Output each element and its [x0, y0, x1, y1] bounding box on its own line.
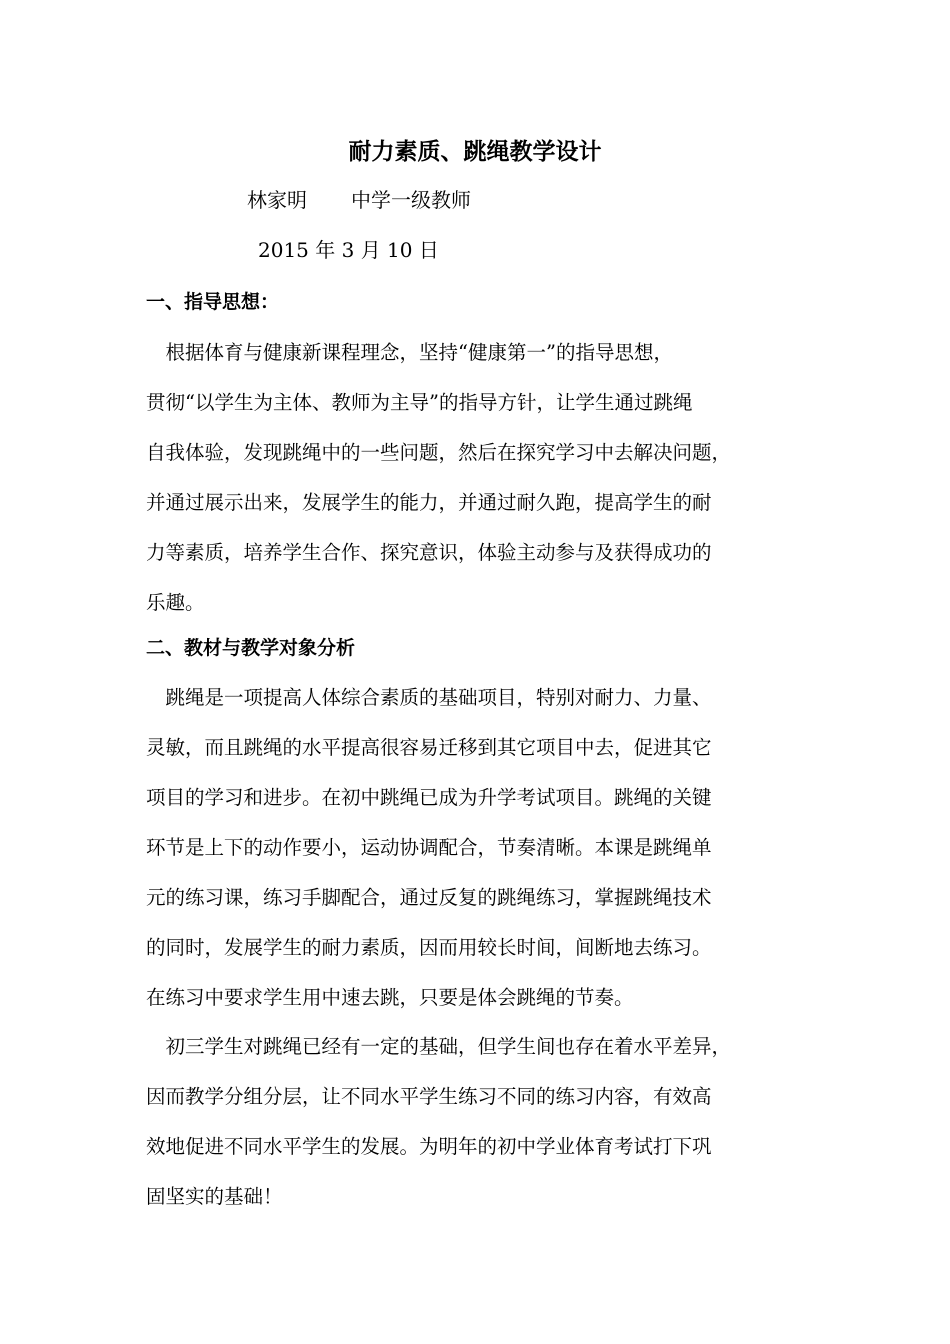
paragraph-line: 的同时，发展学生的耐力素质，因而用较长时间，间断地去练习。 — [146, 936, 712, 959]
paragraph-line: 根据体育与健康新课程理念，坚持“健康第一”的指导思想， — [146, 341, 673, 364]
paragraph-line: 项目的学习和进步。在初中跳绳已成为升学考试项目。跳绳的关键 — [146, 786, 712, 809]
paragraph-line: 固坚实的基础！ — [146, 1185, 283, 1208]
paragraph-material-analysis — [146, 673, 826, 1023]
author-title: 中学一级教师 — [351, 188, 471, 212]
document-date: 2015 年 3 月 10 日 — [258, 238, 439, 262]
paragraph-line: 环节是上下的动作要小，运动协调配合，节奏清晰。本课是跳绳单 — [146, 836, 712, 859]
author-line — [247, 182, 471, 218]
paragraph-line: 力等素质，培养学生合作、探究意识，体验主动参与及获得成功的 — [146, 541, 712, 564]
section-heading-material-analysis: 二、教材与教学对象分析 — [146, 637, 356, 659]
paragraph-line: 效地促进不同水平学生的发展。为明年的初中学业体育考试打下巩 — [146, 1135, 712, 1158]
paragraph-line: 自我体验，发现跳绳中的一些问题，然后在探究学习中去解决问题， — [146, 441, 732, 464]
paragraph-line: 贯彻“以学生为主体、教师为主导”的指导方针，让学生通过跳绳 — [146, 391, 693, 414]
paragraph-line: 因而教学分组分层，让不同水平学生练习不同的练习内容，有效高 — [146, 1085, 712, 1108]
paragraph-line: 初三学生对跳绳已经有一定的基础，但学生间也存在着水平差异， — [146, 1035, 732, 1058]
paragraph-line: 元的练习课，练习手脚配合，通过反复的跳绳练习，掌握跳绳技术 — [146, 886, 712, 909]
paragraph-line: 灵敏，而且跳绳的水平提高很容易迁移到其它项目中去，促进其它 — [146, 736, 712, 759]
section-heading-guiding-ideology: 一、指导思想： — [146, 291, 280, 313]
paragraph-line: 跳绳是一项提高人体综合素质的基础项目，特别对耐力、力量、 — [146, 686, 712, 709]
paragraph-guiding-ideology — [146, 328, 826, 628]
paragraph-line: 乐趣。 — [146, 591, 205, 614]
paragraph-line: 并通过展示出来，发展学生的能力，并通过耐久跑，提高学生的耐 — [146, 491, 712, 514]
document-title: 耐力素质、跳绳教学设计 — [348, 139, 602, 165]
paragraph-line: 在练习中要求学生用中速去跳，只要是体会跳绳的节奏。 — [146, 986, 634, 1009]
author-name: 林家明 — [247, 188, 307, 212]
paragraph-student-analysis — [146, 1022, 826, 1222]
